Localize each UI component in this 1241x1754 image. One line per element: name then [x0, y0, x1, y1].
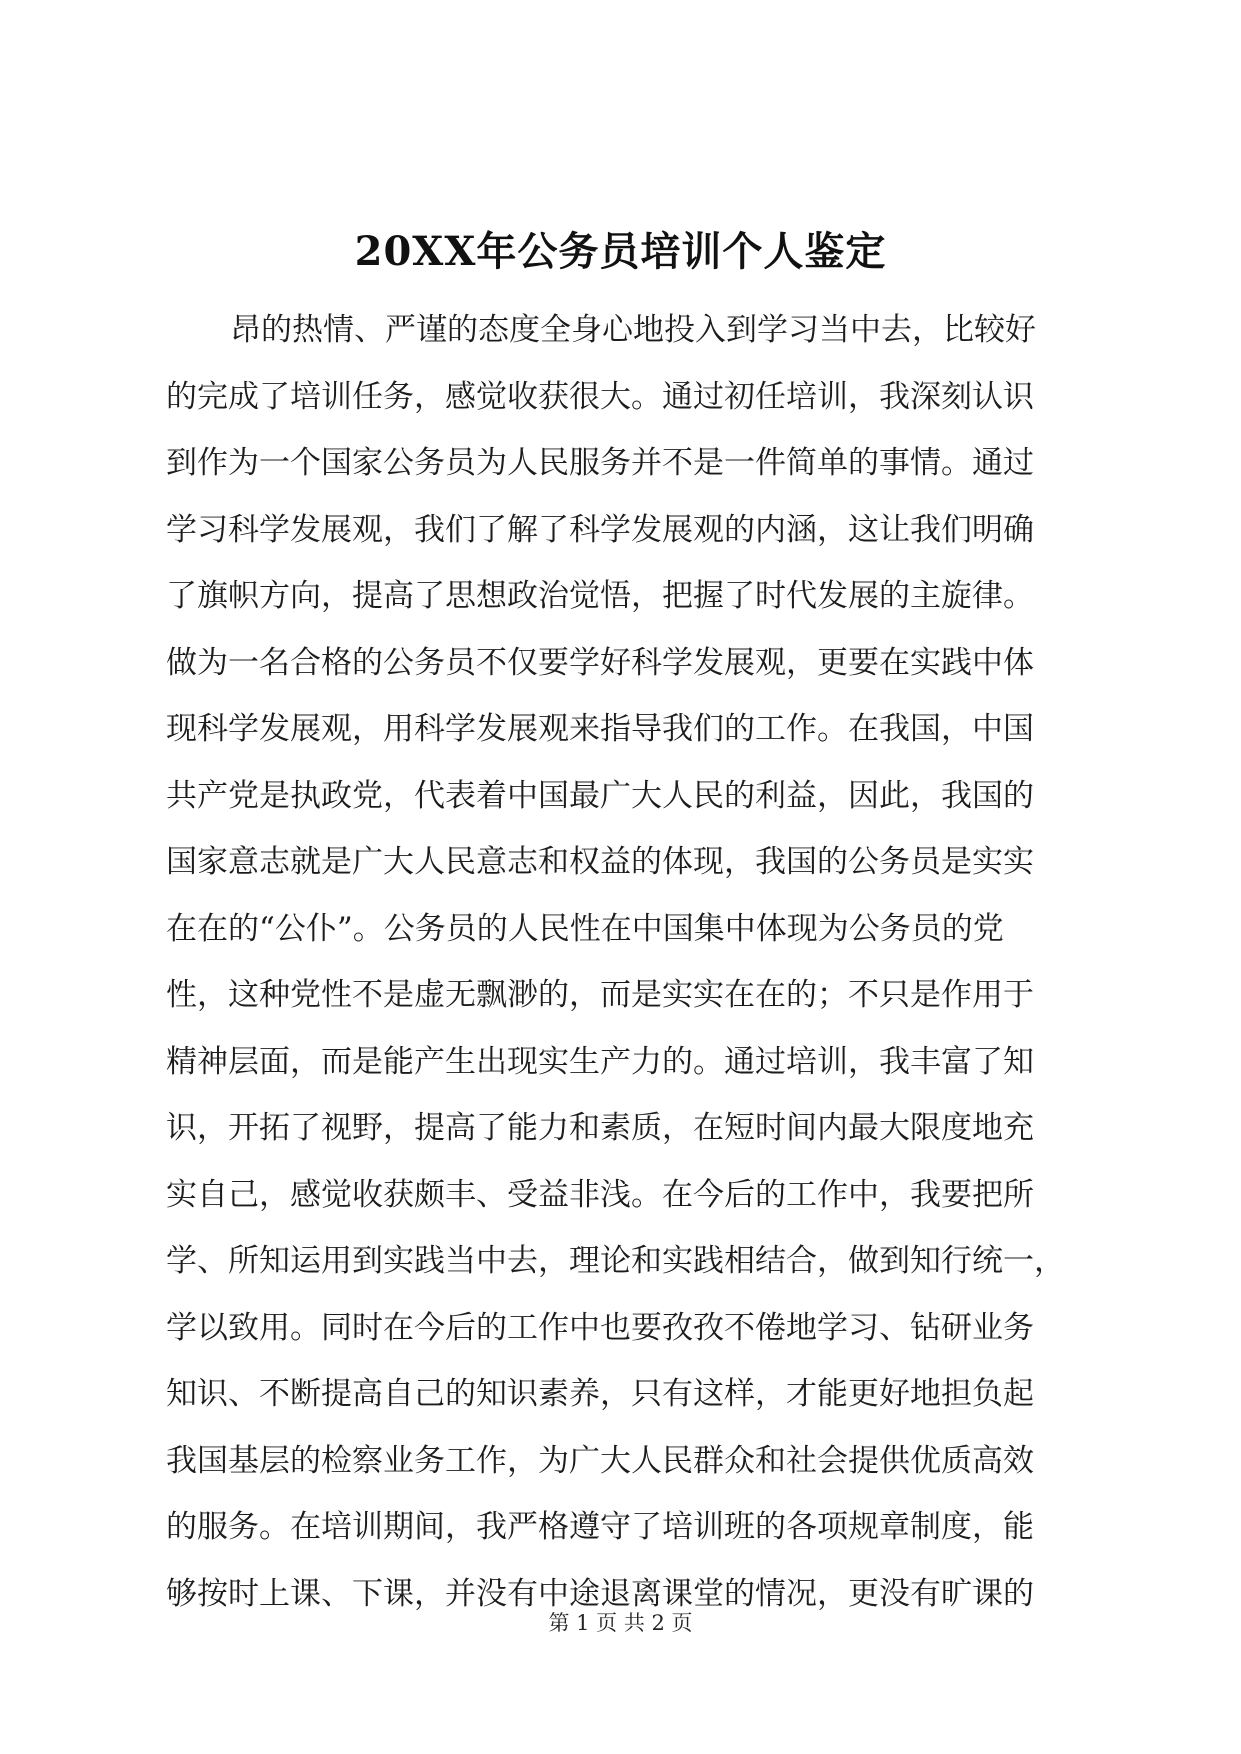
body-line: 知识、不断提高自己的知识素养，只有这样，才能更好地担负起 — [166, 1376, 1034, 1412]
body-line: 到作为一个国家公务员为人民服务并不是一件简单的事情。通过 — [166, 445, 1034, 481]
body-line: 在在的“公仆”。公务员的人民性在中国集中体现为公务员的党 — [166, 910, 1004, 947]
body-line: 学习科学发展观，我们了解了科学发展观的内涵，这让我们明确 — [166, 511, 1034, 548]
body-line: 的完成了培训任务，感觉收获很大。通过初任培训，我深刻认识 — [166, 378, 1034, 415]
body-line: 国家意志就是广大人民意志和权益的体现，我国的公务员是实实 — [166, 844, 1034, 880]
body-line: 了旗帜方向，提高了思想政治觉悟，把握了时代发展的主旋律。 — [166, 578, 1034, 614]
body-line: 我国基层的检察业务工作，为广大人民群众和社会提供优质高效 — [166, 1442, 1034, 1479]
body-line: 够按时上课、下课，并没有中途退离课堂的情况，更没有旷课的 — [166, 1575, 1034, 1612]
body-line: 的服务。在培训期间，我严格遵守了培训班的各项规章制度，能 — [166, 1509, 1034, 1545]
body-text — [166, 297, 1086, 1627]
body-line: 识，开拓了视野，提高了能力和素质，在短时间内最大限度地充 — [166, 1110, 1034, 1146]
body-line: 昂的热情、严谨的态度全身心地投入到学习当中去，比较好 — [230, 312, 1036, 348]
body-line: 共产党是执政党，代表着中国最广大人民的利益，因此，我国的 — [166, 777, 1034, 814]
body-line: 做为一名合格的公务员不仅要学好科学发展观，更要在实践中体 — [166, 644, 1034, 681]
body-line: 实自己，感觉收获颇丰、受益非浅。在今后的工作中，我要把所 — [166, 1176, 1034, 1213]
body-line: 学以致用。同时在今后的工作中也要孜孜不倦地学习、钻研业务 — [166, 1309, 1034, 1346]
body-line: 现科学发展观，用科学发展观来指导我们的工作。在我国，中国 — [166, 711, 1034, 747]
page-title: 20XX年公务员培训个人鉴定 — [354, 228, 887, 275]
body-line: 学、所知运用到实践当中去，理论和实践相结合，做到知行统一， — [166, 1243, 1065, 1279]
body-line: 精神层面，而是能产生出现实生产力的。通过培训，我丰富了知 — [166, 1043, 1034, 1080]
page-number: 第 1 页 共 2 页 — [548, 1611, 693, 1635]
body-line: 性，这种党性不是虚无飘渺的，而是实实在在的；不只是作用于 — [166, 977, 1034, 1013]
